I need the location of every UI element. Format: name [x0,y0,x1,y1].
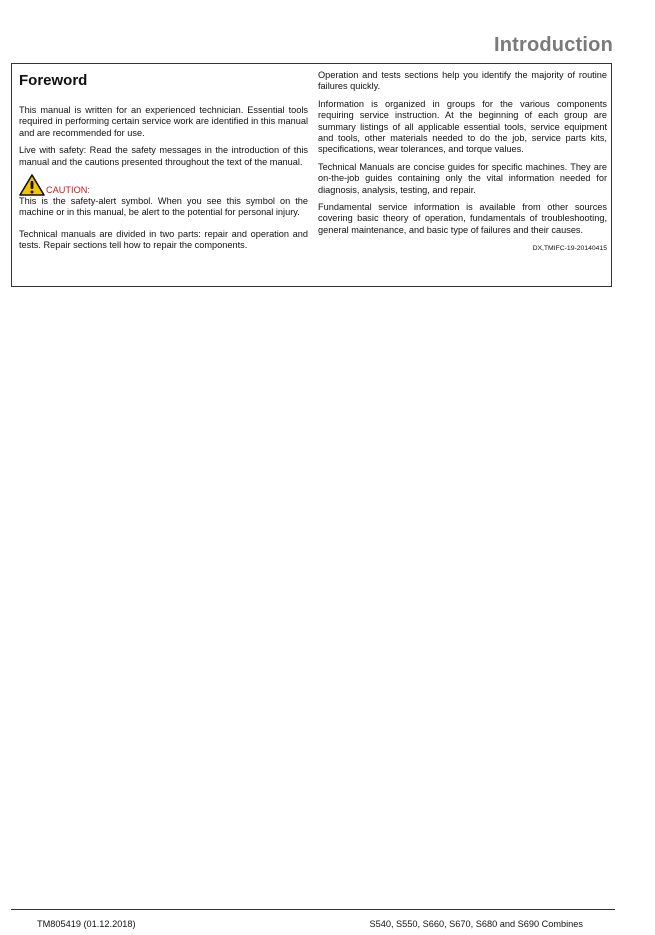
foreword-right-column [318,70,607,253]
document-code: DX,TMIFC-19-20140415 [532,245,607,253]
caution-row [19,174,308,196]
section-title: Introduction [493,34,613,56]
concise-guides-paragraph: Technical Manuals are concise guides for specific machines. They are on-the-job guides containing only the vital information needed for diagnosis, analysis, testing, and repair. [318,161,607,195]
safety-paragraph: Live with safety: Read the safety messages in the introduction of this manual and the cautions presented throughout the text of the manual. [19,145,308,167]
intro-paragraph: This manual is written for an experienced technician. Essential tools required in performing certain service work are identified in this manual and are recommended for use. [19,105,308,138]
fundamental-info-paragraph: Fundamental service information is available from other sources covering basic theory of operation, fundamentals of troubleshooting, general maintenance, and basic type of failures and their causes. [318,202,607,235]
technical-parts-paragraph: Technical manuals are divided in two parts: repair and operation and tests. Repair sections tell how to repair the components. [19,228,308,251]
footer-divider [11,909,615,910]
caution-text: This is the safety-alert symbol. When you see this symbol on the machine or in this manual, be alert to the potential for personal injury. [19,196,308,218]
organization-paragraph: Information is organized in groups for the various components requiring service instruction. At the beginning of each group are summary listings of all applicable essential tools, service equipment and tools, other materials needed to do the job, service parts kits, specifications, wear tolerances, and torque values. [318,98,607,155]
footer-manual-number: TM805419 (01.12.2018) [37,919,136,929]
foreword-heading: Foreword [19,72,88,89]
operation-tests-paragraph: Operation and tests sections help you identify the majority of routine failures quickly. [318,70,607,92]
foreword-left-column [19,70,308,258]
safety-alert-triangle-icon [19,174,45,196]
footer-machine-models: S540, S550, S660, S670, S680 and S690 Combines [369,919,583,929]
caution-label: CAUTION: [46,185,90,196]
foreword-box [11,63,612,287]
